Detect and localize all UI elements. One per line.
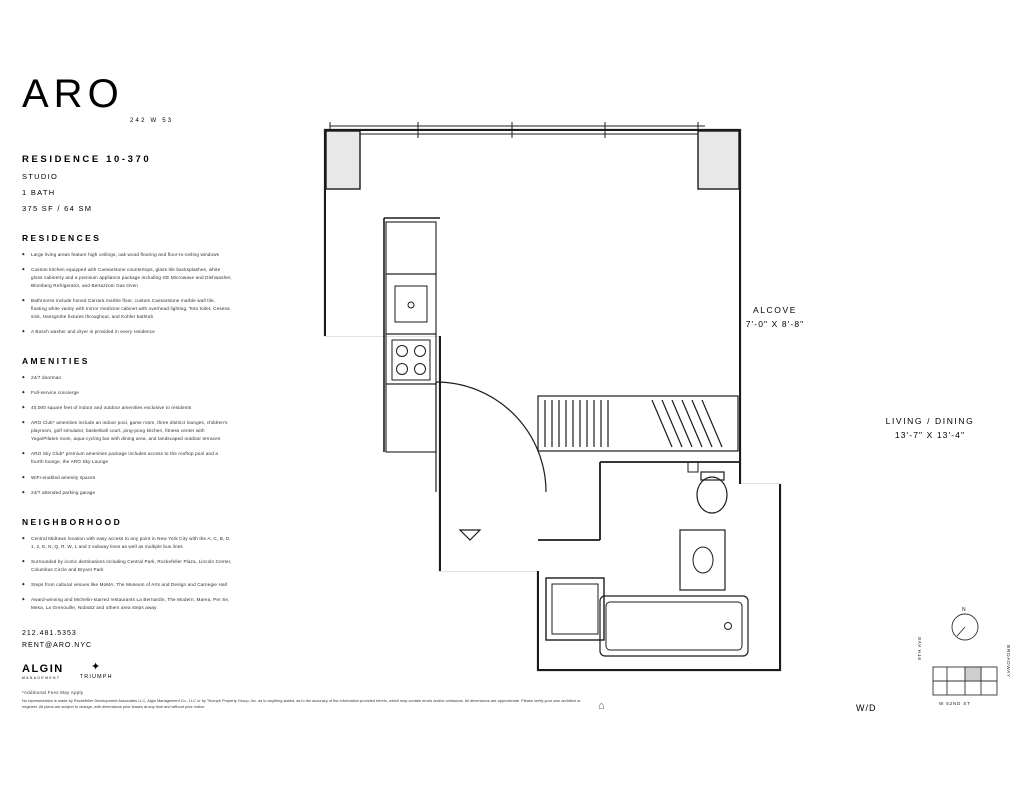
amenities-list [22, 374, 232, 496]
room-dimensions: 13'-7" X 13'-4" [894, 430, 966, 440]
room-name: ALCOVE [752, 305, 798, 315]
list-item: ◆ Surrounded by iconic destinations including Central Park, Rockefeller Plaza, Lincoln Center, Columbus Circle and Bryant Park [22, 558, 232, 574]
algin-logo-subtitle: MANAGEMENT [22, 676, 61, 681]
residences-list [22, 251, 232, 336]
room-dimensions: 7'-0" X 8'-8" [745, 319, 805, 329]
triumph-mark-icon: ✦ [91, 660, 102, 673]
list-item: ◆ ARO Sky Club* premium amenities package includes access to the rooftop pool and a fourth lounge, the ARO Sky Lounge [22, 450, 232, 466]
washer-dryer-label: W/D [856, 703, 877, 713]
block-diagram [933, 667, 997, 695]
key-plan [915, 605, 1015, 715]
list-item: ◆ Large living areas feature high ceilings, oak wood flooring and floor-to-ceiling windows [22, 251, 232, 259]
residence-type: STUDIO [22, 172, 59, 181]
list-item: ◆ Steps from cultural venues like MoMA, The Museum of Arts and Design and Carnegie Hall [22, 581, 232, 589]
amenities-heading: AMENITIES [22, 356, 90, 367]
list-item: ◆ 24/7 doorman [22, 374, 232, 382]
kitchen-range-icon [392, 340, 430, 380]
neighborhood-heading: NEIGHBORHOOD [22, 516, 123, 527]
algin-logo [22, 664, 64, 680]
list-item: ◆ WiFi-enabled amenity spaces [22, 474, 232, 482]
north-letter: N [962, 607, 967, 613]
contact-block [22, 628, 232, 652]
list-item: ◆ 24/7 attended parking garage [22, 489, 232, 497]
aro-logo: ARO [22, 72, 124, 116]
algin-logo-text: ALGIN [22, 663, 64, 676]
partner-logos [22, 662, 232, 681]
neighborhood-list [22, 535, 232, 612]
list-item: ◆ A Bosch washer and dryer is provided in every residence [22, 328, 232, 336]
residences-heading: RESIDENCES [22, 233, 102, 243]
contact-phone[interactable]: 212.481.5353 [22, 629, 77, 637]
residence-title: RESIDENCE 10-370 [22, 154, 152, 165]
list-item: ◆ Bathrooms include honed Carrara marble floor, custom Caesarstone marble wall tile, floating white vanity with mirror medicine cabinet with overhead lighting, Toto toilet, Cesena sink, Hansgrohe fixtures throughout, and Kohler bathtub [22, 297, 232, 321]
keyplan-street-right: BROADWAY [1006, 645, 1011, 678]
list-item: ◆ Full-service concierge [22, 389, 232, 397]
equal-housing-opportunity-icon: ⌂ [598, 700, 605, 712]
room-label-alcove [700, 305, 850, 329]
room-label-living-dining [840, 416, 1020, 440]
floor-plan-svg [300, 100, 860, 700]
list-item: ◆ 40,000 square feet of indoor and outdoor amenities exclusive to residents [22, 404, 232, 412]
list-item: ◆ Custom kitchen equipped with Caesarstone countertops, glass tile backsplashes, white gloss cabinetry and a premium appliance package including GE Microwave and Dishwasher, Blomberg Refrigerator, and Bertazzoni Gas Oven [22, 266, 232, 290]
room-name: LIVING / DINING [885, 416, 975, 426]
disclaimer-note: *Additional Fees May Apply [22, 690, 84, 695]
aro-logo-subtitle: 242 W 53 [130, 118, 174, 124]
triumph-logo-text: TRIUMPH [79, 673, 113, 680]
list-item: ◆ ARO Club* amenities include an indoor pool, game room, three distinct lounges, children's playroom, golf simulator, basketball court, ping-pong kitchen, fitness center with Yoga/Pilates room, aqua-cycling bar with dining area, and landscaped outdoor terraces [22, 419, 232, 443]
keyplan-street-left: 9TH AVE [917, 635, 922, 660]
triumph-logo [80, 662, 113, 681]
info-column [22, 74, 232, 681]
residence-area: 375 SF / 64 SM [22, 204, 93, 213]
structural-column-left [326, 131, 360, 189]
list-item: ◆ Award-winning and Michelin-starred restaurants La Bernardin, The Modern, Marea, Per Se, Mesa, La Grenouille, Nobu52 and others area steps away [22, 596, 232, 612]
structural-column-right [698, 131, 739, 189]
list-item: ◆ Central Midtown location with easy access to any point in New York City with the A, C, B, D, 1, 2, E, N, Q, R, W, 1 and 2 subway lines as well as multiple bus lines [22, 535, 232, 551]
disclaimer-body: No representation is made by Rockefeller Development Associates LLC, Algin Management Co., LLC or by Triumph Property Group, Inc. as to anything stated, as to the accuracy of the information provided herein, which may contain errors and/or omissions. All dimensions are approximate. Please verify your own architect or engineer. All plans are subject to change, with dimensions prior leases at any time and without prior notice. [22, 698, 581, 710]
keyplan-street-bottom: W 52ND ST [939, 701, 971, 706]
key-plan-svg [915, 605, 1015, 715]
contact-email[interactable]: RENT@ARO.NYC [22, 641, 93, 649]
residence-baths: 1 BATH [22, 188, 56, 197]
north-compass-icon [952, 614, 978, 640]
